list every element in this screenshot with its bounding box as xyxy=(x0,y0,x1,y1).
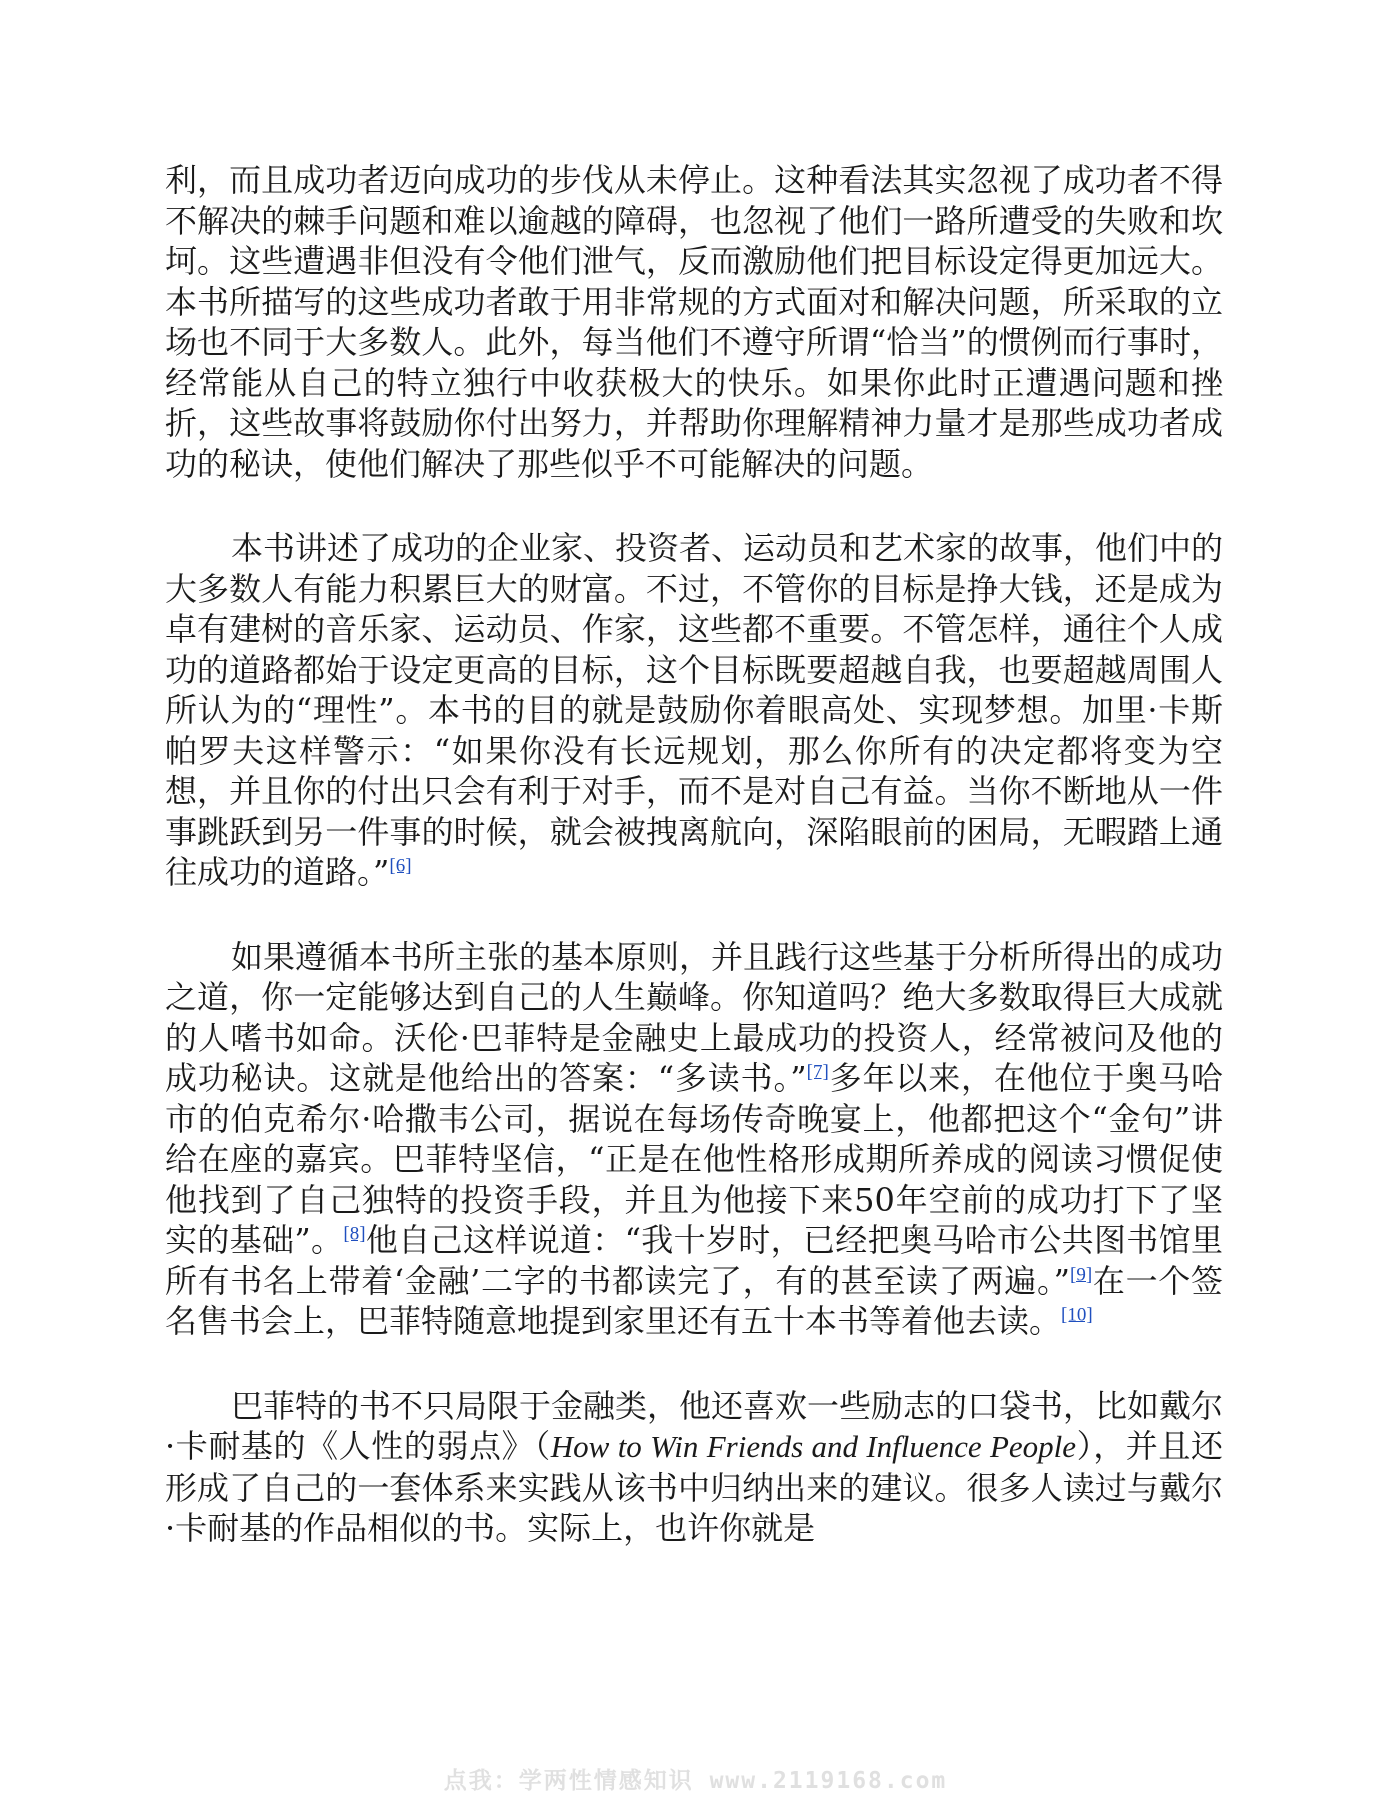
paragraph-3 xyxy=(165,937,1223,1342)
footnote-link-7[interactable]: [7] xyxy=(806,1061,829,1083)
paragraph-4 xyxy=(165,1386,1223,1549)
paragraph-3-text-c: 他自己这样说道：“我十岁时，已经把奥马哈市公共图书馆里所有书名上带着‘金融’二字的书都读完了，有的甚至读了两遍。” xyxy=(165,1221,1223,1300)
paragraph-1 xyxy=(165,160,1223,484)
footnote-link-10[interactable]: [10] xyxy=(1061,1304,1093,1326)
paragraph-1-text: 利，而且成功者迈向成功的步伐从未停止。这种看法其实忽视了成功者不得不解决的棘手问题和难以逾越的障碍，也忽视了他们一路所遭受的失败和坎坷。这些遭遇非但没有令他们泄气，反而激励他们把目标设定得更加远大。本书所描写的这些成功者敢于用非常规的方式面对和解决问题，所采取的立场也不同于大多数人。此外，每当他们不遵守所谓“恰当”的惯例而行事时，经常能从自己的特立独行中收获极大的快乐。如果你此时正遭遇问题和挫折，这些故事将鼓励你付出努力，并帮助你理解精神力量才是那些成功者成功的秘诀，使他们解决了那些似乎不可能解决的问题。 xyxy=(165,161,1223,483)
paragraph-2 xyxy=(165,528,1223,893)
paragraph-3-text-a: 如果遵循本书所主张的基本原则，并且践行这些基于分析所得出的成功之道，你一定能够达到自己的人生巅峰。你知道吗？绝大多数取得巨大成就的人嗜书如命。沃伦·巴菲特是金融史上最成功的投资人，经常被问及他的成功秘诀。这就是他给出的答案：“多读书。” xyxy=(165,937,1224,1097)
book-title-english: How to Win Friends and Influence People xyxy=(550,1429,1077,1464)
footnote-link-8[interactable]: [8] xyxy=(343,1223,366,1245)
paragraph-4-text-a: 巴菲特的书不只局限于金融类，他还喜欢一些励志的口袋书，比如戴尔·卡耐基的《人性的弱点》（ xyxy=(165,1386,1224,1465)
paragraph-3-text-d: 在一个签名售书会上，巴菲特随意地提到家里还有五十本书等着他去读。 xyxy=(165,1261,1223,1340)
footnote-link-9[interactable]: [9] xyxy=(1070,1263,1093,1285)
document-body xyxy=(165,160,1223,1549)
paragraph-3-text-b: 多年以来，在他位于奥马哈市的伯克希尔·哈撒韦公司，据说在每场传奇晚宴上，他都把这个“金句”讲给在座的嘉宾。巴菲特坚信，“正是在他性格形成期所养成的阅读习惯促使他找到了自己独特的投资手段，并且为他接下来50年空前的成功打下了坚实的基础”。 xyxy=(165,1059,1223,1259)
watermark-footer: 点我：学两性情感知识 www.2119168.com xyxy=(443,1768,948,1794)
footnote-link-6[interactable]: [6] xyxy=(389,855,412,877)
paragraph-4-text-b: ），并且还形成了自己的一套体系来实践从该书中归纳出来的建议。很多人读过与戴尔·卡耐基的作品相似的书。实际上，也许你就是 xyxy=(165,1427,1223,1547)
paragraph-2-text: 本书讲述了成功的企业家、投资者、运动员和艺术家的故事，他们中的大多数人有能力积累巨大的财富。不过，不管你的目标是挣大钱，还是成为卓有建树的音乐家、运动员、作家，这些都不重要。不管怎样，通往个人成功的道路都始于设定更高的目标，这个目标既要超越自我，也要超越周围人所认为的“理性”。本书的目的就是鼓励你着眼高处、实现梦想。加里·卡斯帕罗夫这样警示：“如果你没有长远规划，那么你所有的决定都将变为空想，并且你的付出只会有利于对手，而不是对自己有益。当你不断地从一件事跳跃到另一件事的时候，就会被拽离航向，深陷眼前的困局，无暇踏上通往成功的道路。” xyxy=(165,529,1224,891)
